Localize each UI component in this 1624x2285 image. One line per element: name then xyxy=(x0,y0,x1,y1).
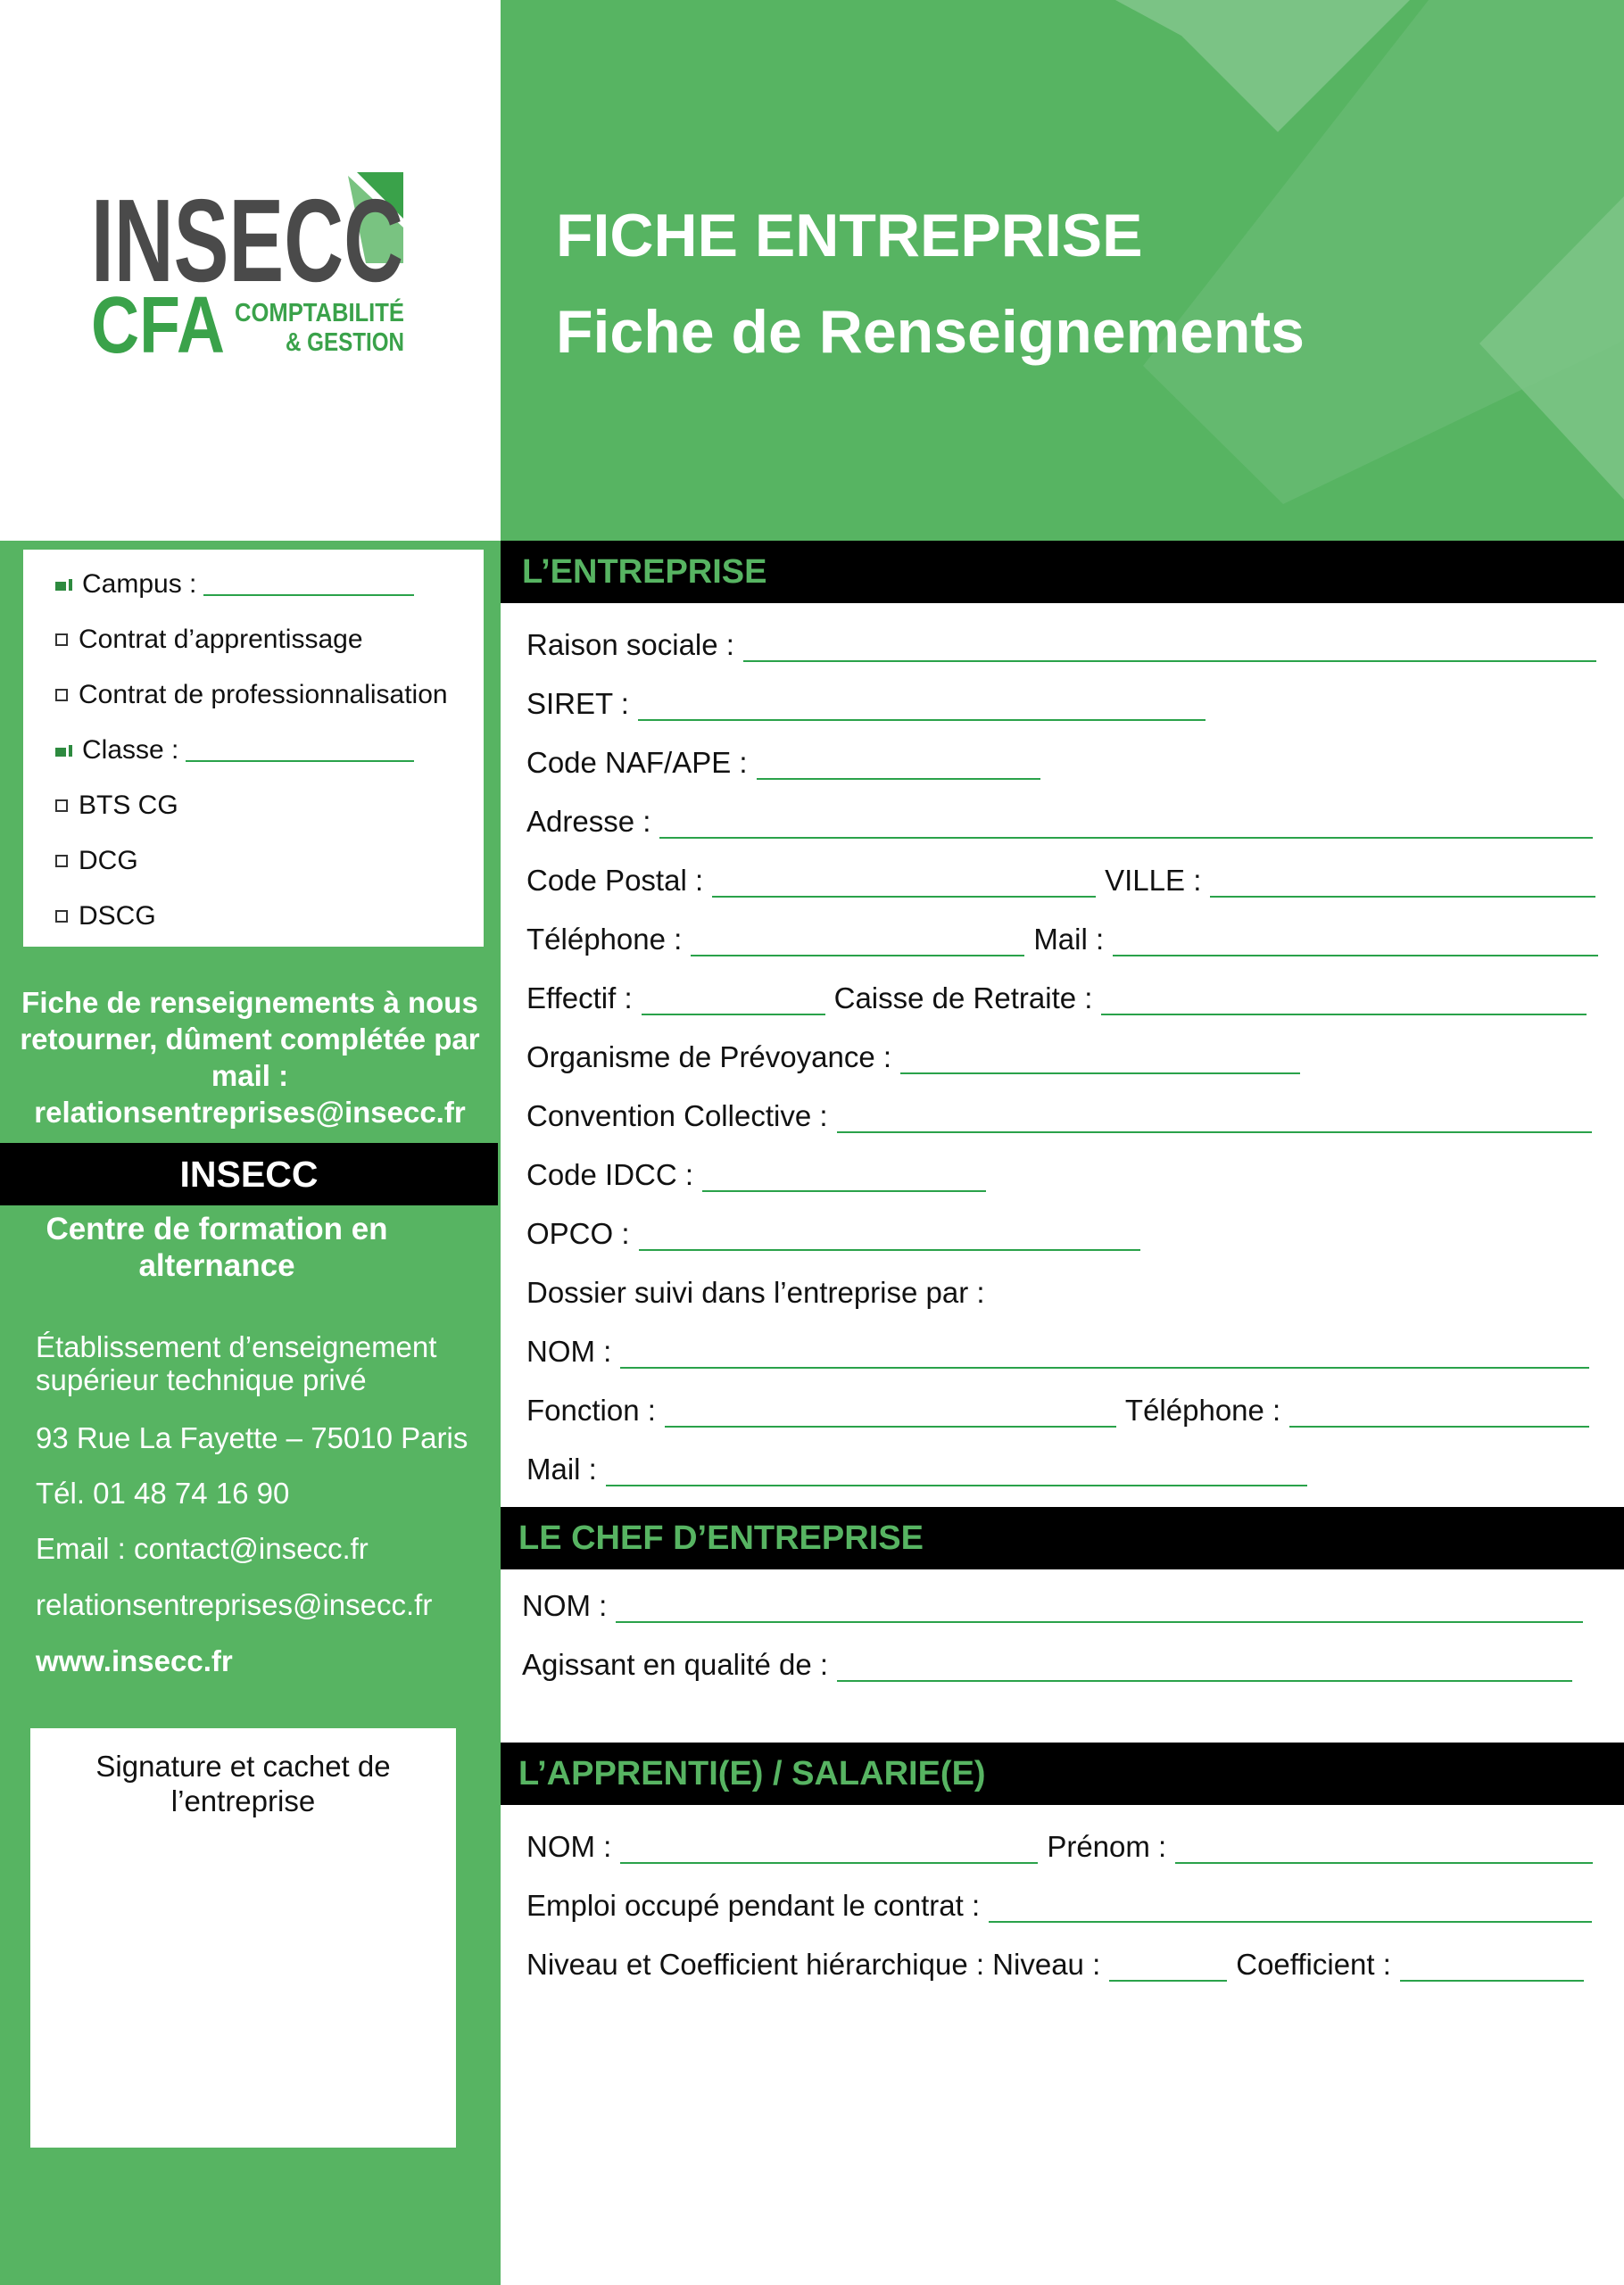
checkbox-icon[interactable] xyxy=(55,689,68,701)
idcc-field[interactable] xyxy=(702,1163,986,1192)
effectif-row xyxy=(526,981,1595,1015)
chef-qualite-field[interactable] xyxy=(837,1653,1572,1682)
document-subtitle: Fiche de Renseignements xyxy=(556,298,1305,366)
bullet-icon xyxy=(55,744,75,757)
emploi-row xyxy=(526,1889,1601,1923)
caisse-field[interactable] xyxy=(1101,987,1587,1015)
siret-field[interactable] xyxy=(638,692,1206,721)
contact-telephone-field[interactable] xyxy=(1289,1399,1589,1428)
logo-cfa-text: CFA xyxy=(91,281,225,370)
contrat-apprentissage-row[interactable] xyxy=(55,625,363,655)
raison-sociale-row xyxy=(526,628,1605,662)
signature-label: Signature et cachet de l’entreprise xyxy=(95,1750,391,1817)
website-link[interactable]: www.insecc.fr xyxy=(36,1644,233,1677)
chef-nom-row xyxy=(522,1589,1592,1623)
centre-formation-text: Centre de formation en alternance xyxy=(46,1212,388,1283)
idcc-row xyxy=(526,1158,995,1192)
chef-nom-label: NOM : xyxy=(522,1589,608,1622)
fonction-row xyxy=(526,1394,1598,1428)
convention-label: Convention Collective : xyxy=(526,1099,828,1132)
section-entreprise-header xyxy=(501,541,1624,603)
classe-label: Classe : xyxy=(82,735,179,765)
opco-field[interactable] xyxy=(639,1222,1140,1251)
contact-nom-field[interactable] xyxy=(620,1340,1589,1369)
address-text: 93 Rue La Fayette – 75010 Paris xyxy=(36,1421,468,1454)
opco-row xyxy=(526,1217,1149,1251)
header-banner xyxy=(501,0,1624,541)
raison-sociale-label: Raison sociale : xyxy=(526,628,734,661)
contact-mail-field[interactable] xyxy=(606,1458,1307,1486)
email2-text: relationsentreprises@insecc.fr xyxy=(36,1588,433,1621)
bullet-icon xyxy=(55,578,75,591)
mail-field[interactable] xyxy=(1113,928,1598,956)
section-chef-header xyxy=(501,1507,1624,1569)
ville-label: VILLE : xyxy=(1105,864,1202,897)
apprenti-nom-label: NOM : xyxy=(526,1830,612,1863)
prevoyance-label: Organisme de Prévoyance : xyxy=(526,1040,892,1073)
naf-field[interactable] xyxy=(757,751,1040,780)
niveau-field[interactable] xyxy=(1109,1953,1227,1982)
naf-label: Code NAF/APE : xyxy=(526,746,748,779)
dossier-label: Dossier suivi dans l’entreprise par : xyxy=(526,1276,985,1309)
telephone-label: Téléphone : xyxy=(526,923,683,956)
campus-row xyxy=(55,569,414,600)
adresse-label: Adresse : xyxy=(526,805,651,838)
contact-nom-row xyxy=(526,1335,1598,1369)
idcc-label: Code IDCC : xyxy=(526,1158,694,1191)
logo-insecc-text: INSECC xyxy=(91,175,403,306)
options-box xyxy=(23,550,484,947)
chef-nom-field[interactable] xyxy=(616,1594,1583,1623)
naf-row xyxy=(526,746,1049,780)
contact-telephone-label: Téléphone : xyxy=(1124,1394,1281,1427)
dscg-label: DSCG xyxy=(79,901,156,931)
classe-row xyxy=(55,735,414,766)
fonction-label: Fonction : xyxy=(526,1394,656,1427)
campus-label: Campus : xyxy=(82,569,197,599)
apprenti-nom-row xyxy=(526,1830,1602,1864)
ville-field[interactable] xyxy=(1210,869,1595,898)
apprenti-nom-field[interactable] xyxy=(620,1835,1038,1864)
bts-row[interactable] xyxy=(55,791,178,821)
code-postal-row xyxy=(526,864,1604,898)
logo-gestion-text: & GESTION xyxy=(286,328,404,357)
effectif-field[interactable] xyxy=(642,987,825,1015)
telephone-field[interactable] xyxy=(691,928,1024,956)
section-apprenti-title: L’APPRENTI(E) / SALARIE(E) xyxy=(518,1754,986,1792)
checkbox-icon[interactable] xyxy=(55,855,68,867)
dcg-label: DCG xyxy=(79,846,138,875)
checkbox-icon[interactable] xyxy=(55,799,68,812)
fonction-field[interactable] xyxy=(665,1399,1116,1428)
dscg-row[interactable] xyxy=(55,901,156,931)
contrat-pro-label: Contrat de professionnalisation xyxy=(79,680,448,709)
adresse-field[interactable] xyxy=(659,810,1593,839)
prevoyance-field[interactable] xyxy=(900,1046,1300,1074)
siret-row xyxy=(526,687,1214,721)
logo-comptabilite-text: COMPTABILITÉ xyxy=(235,299,427,327)
header-decoration xyxy=(501,0,1624,541)
phone-text: Tél. 01 48 74 16 90 xyxy=(36,1477,290,1510)
dossier-row xyxy=(526,1276,985,1310)
chef-qualite-label: Agissant en qualité de : xyxy=(522,1648,829,1681)
logo-graphic xyxy=(89,165,427,370)
convention-row xyxy=(526,1099,1601,1133)
section-chef-title: LE CHEF D’ENTREPRISE xyxy=(518,1519,924,1557)
campus-field[interactable] xyxy=(203,573,414,596)
checkbox-icon[interactable] xyxy=(55,910,68,923)
contact-mail-label: Mail : xyxy=(526,1453,597,1486)
etablissement-text: Établissement d’enseignement supérieur technique privé xyxy=(36,1330,437,1396)
email-text: Email : contact@insecc.fr xyxy=(36,1532,369,1565)
apprenti-prenom-field[interactable] xyxy=(1175,1835,1593,1864)
raison-sociale-field[interactable] xyxy=(743,633,1596,662)
adresse-row xyxy=(526,805,1602,839)
chef-qualite-row xyxy=(522,1648,1581,1682)
bts-label: BTS CG xyxy=(79,791,178,820)
convention-field[interactable] xyxy=(837,1105,1592,1133)
niveau-label: Niveau et Coefficient hiérarchique : Niveau : xyxy=(526,1948,1101,1981)
checkbox-icon[interactable] xyxy=(55,633,68,646)
code-postal-label: Code Postal : xyxy=(526,864,704,897)
section-apprenti-header xyxy=(501,1743,1624,1805)
contrat-pro-row[interactable] xyxy=(55,680,448,710)
contact-mail-row xyxy=(526,1453,1316,1486)
effectif-label: Effectif : xyxy=(526,981,633,1014)
contact-nom-label: NOM : xyxy=(526,1335,612,1368)
emploi-field[interactable] xyxy=(989,1894,1592,1923)
coefficient-label: Coefficient : xyxy=(1236,1948,1391,1981)
opco-label: OPCO : xyxy=(526,1217,630,1250)
code-postal-field[interactable] xyxy=(712,869,1096,898)
contrat-apprentissage-label: Contrat d’apprentissage xyxy=(79,625,363,654)
insecc-cfa-logo xyxy=(89,165,427,370)
emploi-label: Emploi occupé pendant le contrat : xyxy=(526,1889,981,1922)
telephone-row xyxy=(526,923,1607,956)
return-instructions: Fiche de renseignements à nous retourner, dûment complétée par mail : relationsentreprises@insecc.fr xyxy=(20,986,480,1129)
document-title: FICHE ENTREPRISE xyxy=(556,202,1143,269)
dcg-row[interactable] xyxy=(55,846,138,876)
apprenti-prenom-label: Prénom : xyxy=(1047,1830,1167,1863)
caisse-label: Caisse de Retraite : xyxy=(833,981,1093,1014)
classe-field[interactable] xyxy=(186,739,414,762)
section-entreprise-title: L’ENTREPRISE xyxy=(522,552,767,591)
prevoyance-row xyxy=(526,1040,1309,1074)
niveau-row xyxy=(526,1948,1593,1982)
siret-label: SIRET : xyxy=(526,687,629,720)
coefficient-field[interactable] xyxy=(1400,1953,1584,1982)
insecc-brand-bar: INSECC xyxy=(0,1143,498,1205)
mail-label: Mail : xyxy=(1033,923,1105,956)
